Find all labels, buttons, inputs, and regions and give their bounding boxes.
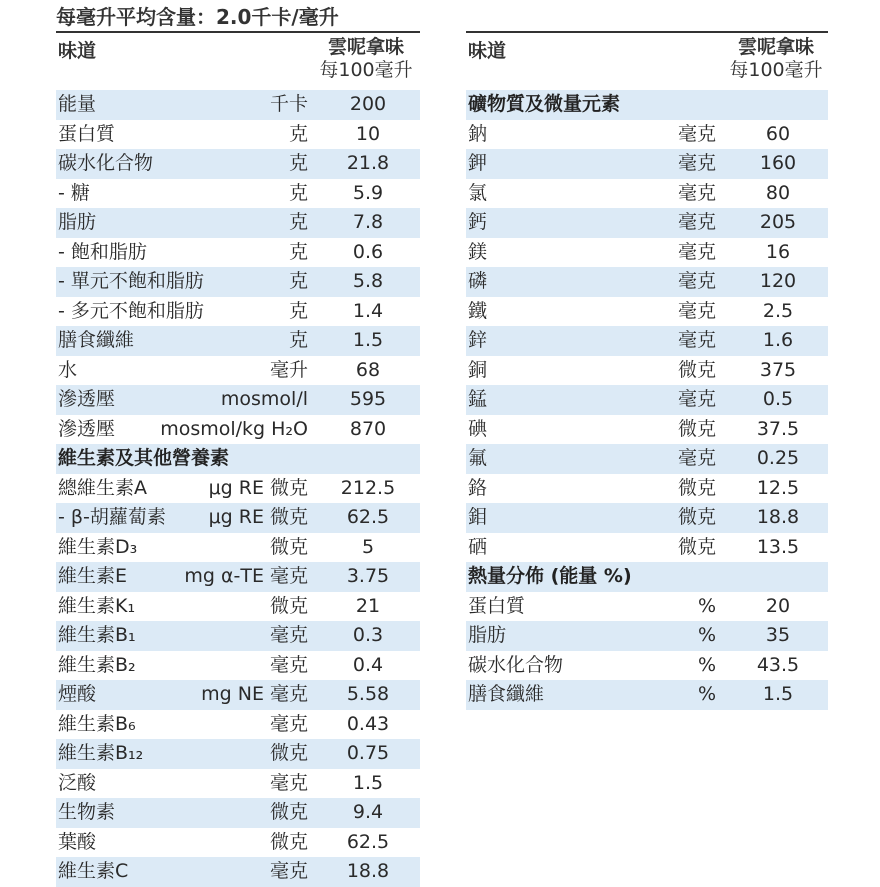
nutrient-name: 磷 — [468, 270, 488, 292]
nutrient-value: 0.75 — [346, 742, 390, 764]
nutrient-value: 595 — [349, 388, 387, 410]
section-title: 礦物質及微量元素 — [468, 93, 621, 115]
nutrient-name: 脂肪 — [468, 624, 507, 646]
table-row — [466, 651, 828, 681]
nutrient-value: 5.58 — [346, 683, 390, 705]
nutrient-unit: 微克 — [269, 742, 308, 764]
table-row — [466, 179, 828, 209]
nutrient-unit: 微克 — [677, 506, 716, 528]
nutrient-unit: 微克 — [269, 535, 308, 558]
left-flavor-name: 雲呢拿味 — [327, 36, 404, 58]
left-header-rule — [56, 31, 420, 33]
section-title: 熱量分佈 (能量 %) — [468, 565, 632, 587]
nutrient-unit: 克 — [288, 181, 308, 204]
nutrient-value: 13.5 — [756, 535, 800, 558]
nutrient-value: 120 — [759, 270, 797, 292]
nutrient-name: 鈉 — [468, 122, 488, 145]
nutrient-value: 1.6 — [762, 329, 794, 351]
nutrient-value: 12.5 — [756, 476, 800, 499]
table-row — [56, 828, 420, 858]
nutrient-name: 維生素D₃ — [58, 535, 138, 558]
nutrient-name: 維生素B₂ — [58, 653, 136, 676]
nutrient-unit: 毫克 — [677, 122, 716, 145]
nutrient-value: 18.8 — [346, 860, 390, 882]
nutrient-unit: μg RE 微克 — [208, 506, 308, 528]
nutrient-unit: 微克 — [677, 358, 716, 381]
table-row — [56, 297, 420, 327]
nutrient-name: 鈣 — [468, 211, 488, 233]
nutrient-value: 9.4 — [352, 801, 384, 823]
nutrient-unit: 毫克 — [677, 447, 716, 469]
nutrient-unit: 微克 — [677, 417, 716, 440]
nutrient-value: 18.8 — [756, 506, 800, 528]
nutrient-name: 生物素 — [58, 801, 116, 823]
table-row — [466, 326, 828, 356]
table-row — [466, 444, 828, 474]
nutrient-unit: 毫克 — [269, 653, 308, 676]
nutrient-value: 0.5 — [762, 388, 794, 410]
nutrient-value: 5.9 — [352, 181, 384, 204]
nutrient-unit: 克 — [288, 240, 308, 263]
nutrient-value: 0.3 — [352, 624, 384, 646]
table-row — [56, 680, 420, 710]
nutrient-name: 維生素B₆ — [58, 712, 136, 735]
table-row — [56, 769, 420, 799]
nutrient-unit: mg α-TE 毫克 — [184, 565, 308, 587]
nutrient-unit: % — [697, 653, 716, 676]
nutrient-value: 10 — [355, 122, 381, 145]
table-row — [56, 120, 420, 150]
table-row — [56, 415, 420, 445]
nutrient-name: 鉀 — [468, 152, 488, 174]
table-row — [466, 297, 828, 327]
section-header-row — [56, 444, 420, 474]
nutrient-name: 鐵 — [468, 299, 488, 322]
table-row — [466, 208, 828, 238]
nutrient-value: 35 — [765, 624, 791, 646]
nutrient-value: 0.6 — [352, 240, 384, 263]
nutrient-unit: 微克 — [677, 476, 716, 499]
nutrient-unit: mg NE 毫克 — [201, 683, 308, 705]
nutrient-unit: 微克 — [269, 594, 308, 617]
section-title: 維生素及其他營養素 — [58, 447, 230, 469]
nutrient-unit: 毫克 — [269, 712, 308, 735]
nutrient-name: 維生素E — [58, 565, 128, 587]
nutrient-value: 60 — [765, 122, 791, 145]
table-row — [466, 503, 828, 533]
nutrient-unit: 毫克 — [269, 860, 308, 882]
table-row — [56, 562, 420, 592]
table-row — [56, 385, 420, 415]
nutrient-unit: 毫克 — [677, 270, 716, 292]
table-row — [466, 533, 828, 563]
nutrient-name: 錳 — [468, 388, 488, 410]
nutrient-unit: 微克 — [269, 830, 308, 853]
nutrient-value: 80 — [765, 181, 791, 204]
table-row — [466, 356, 828, 386]
nutrient-name: 鋅 — [468, 329, 488, 351]
nutrient-unit: % — [697, 594, 716, 617]
table-row — [56, 739, 420, 769]
nutrient-name: 維生素B₁ — [58, 624, 136, 646]
table-row — [56, 651, 420, 681]
table-row — [56, 267, 420, 297]
nutrient-name: 鎂 — [468, 240, 488, 263]
nutrient-unit: % — [697, 683, 716, 705]
nutrient-name: 維生素C — [58, 860, 129, 882]
nutrient-unit: 克 — [288, 299, 308, 322]
nutrient-unit: 毫克 — [677, 181, 716, 204]
nutrient-name: - 單元不飽和脂肪 — [58, 270, 204, 292]
nutrient-name: 膳食纖維 — [58, 329, 135, 351]
nutrient-name: 蛋白質 — [58, 122, 116, 145]
section-header-row — [466, 90, 828, 120]
table-row — [56, 798, 420, 828]
nutrient-name: 膳食纖維 — [468, 683, 545, 705]
right-per-100ml: 每100毫升 — [729, 59, 823, 81]
table-row — [56, 179, 420, 209]
nutrient-value: 43.5 — [756, 653, 800, 676]
table-row — [466, 680, 828, 710]
table-row — [466, 385, 828, 415]
nutrient-name: 蛋白質 — [468, 594, 526, 617]
nutrient-unit: 千卡 — [269, 93, 308, 115]
right-header-rule — [466, 31, 828, 33]
nutrient-value: 160 — [759, 152, 797, 174]
nutrient-name: 硒 — [468, 535, 488, 558]
nutrient-unit: 微克 — [677, 535, 716, 558]
nutrient-value: 16 — [765, 240, 791, 263]
nutrient-value: 21 — [355, 594, 381, 617]
table-row — [56, 208, 420, 238]
nutrient-name: - 飽和脂肪 — [58, 240, 147, 263]
nutrient-value: 1.5 — [762, 683, 794, 705]
table-row — [466, 120, 828, 150]
table-row — [56, 326, 420, 356]
right-column-header — [726, 36, 826, 82]
table-row — [56, 710, 420, 740]
nutrient-value: 62.5 — [346, 506, 390, 528]
nutrient-name: 葉酸 — [58, 830, 97, 853]
table-row — [56, 621, 420, 651]
nutrient-unit: 毫克 — [269, 624, 308, 646]
nutrient-value: 68 — [355, 358, 381, 381]
left-nutrition-table — [56, 90, 420, 887]
nutrient-value: 1.5 — [352, 771, 384, 794]
nutrient-unit: % — [697, 624, 716, 646]
table-row — [466, 267, 828, 297]
table-row — [466, 592, 828, 622]
nutrient-unit: 毫克 — [269, 771, 308, 794]
nutrient-unit: 毫克 — [677, 329, 716, 351]
nutrient-value: 0.43 — [346, 712, 390, 735]
table-row — [56, 238, 420, 268]
nutrient-unit: mosmol/l — [220, 388, 308, 410]
table-row — [56, 533, 420, 563]
page-title: 每毫升平均含量：2.0千卡/毫升 — [56, 5, 339, 29]
nutrient-name: 碘 — [468, 417, 488, 440]
nutrient-unit: 毫克 — [677, 152, 716, 174]
nutrient-value: 212.5 — [340, 476, 396, 499]
nutrient-value: 2.5 — [762, 299, 794, 322]
nutrient-name: 鉻 — [468, 476, 488, 499]
nutrient-unit: 微克 — [269, 801, 308, 823]
table-row — [466, 149, 828, 179]
nutrient-unit: mosmol/kg H₂O — [160, 417, 308, 440]
nutrient-value: 200 — [349, 93, 387, 115]
table-row — [56, 503, 420, 533]
nutrient-unit: 克 — [288, 152, 308, 174]
left-column-header — [318, 36, 414, 82]
nutrient-value: 5 — [361, 535, 375, 558]
nutrient-value: 375 — [759, 358, 797, 381]
nutrient-value: 21.8 — [346, 152, 390, 174]
nutrient-unit: 毫克 — [677, 388, 716, 410]
nutrient-unit: 毫克 — [677, 240, 716, 263]
nutrient-name: - β-胡蘿蔔素 — [58, 506, 166, 528]
table-row — [466, 238, 828, 268]
nutrient-name: 總維生素A — [58, 476, 147, 499]
nutrient-value: 1.5 — [352, 329, 384, 351]
nutrient-name: 能量 — [58, 93, 97, 115]
nutrient-name: - 糖 — [58, 181, 90, 204]
nutrient-value: 20 — [765, 594, 791, 617]
nutrient-name: 脂肪 — [58, 211, 97, 233]
nutrient-value: 62.5 — [346, 830, 390, 853]
nutrient-name: 維生素B₁₂ — [58, 742, 144, 764]
table-row — [466, 621, 828, 651]
nutrient-value: 7.8 — [352, 211, 384, 233]
table-row — [56, 474, 420, 504]
table-row — [466, 474, 828, 504]
nutrient-unit: 毫克 — [677, 211, 716, 233]
table-row — [56, 90, 420, 120]
table-row — [466, 415, 828, 445]
nutrient-name: 氟 — [468, 447, 488, 469]
left-flavor-label: 味道 — [58, 40, 97, 62]
nutrient-unit: 毫升 — [269, 358, 308, 381]
nutrient-name: - 多元不飽和脂肪 — [58, 299, 204, 322]
nutrient-unit: 克 — [288, 329, 308, 351]
nutrient-value: 870 — [349, 417, 387, 440]
nutrient-name: 氯 — [468, 181, 488, 204]
nutrient-unit: μg RE 微克 — [208, 476, 308, 499]
section-header-row — [466, 562, 828, 592]
nutrient-name: 維生素K₁ — [58, 594, 136, 617]
nutrient-unit: 毫克 — [677, 299, 716, 322]
nutrient-name: 水 — [58, 358, 78, 381]
nutrient-value: 5.8 — [352, 270, 384, 292]
table-row — [56, 857, 420, 887]
left-per-100ml: 每100毫升 — [319, 59, 413, 81]
nutrient-unit: 克 — [288, 122, 308, 145]
table-row — [56, 592, 420, 622]
nutrient-value: 3.75 — [346, 565, 390, 587]
table-row — [56, 149, 420, 179]
nutrient-name: 碳水化合物 — [468, 653, 564, 676]
nutrient-unit: 克 — [288, 211, 308, 233]
nutrient-name: 碳水化合物 — [58, 152, 154, 174]
right-flavor-name: 雲呢拿味 — [737, 36, 814, 58]
right-flavor-label: 味道 — [468, 40, 507, 62]
nutrient-name: 煙酸 — [58, 683, 97, 705]
nutrient-value: 37.5 — [756, 417, 800, 440]
nutrient-value: 0.4 — [352, 653, 384, 676]
right-nutrition-table — [466, 90, 828, 710]
nutrient-name: 銅 — [468, 358, 488, 381]
nutrient-name: 鉬 — [468, 506, 488, 528]
table-row — [56, 356, 420, 386]
nutrient-unit: 克 — [288, 270, 308, 292]
nutrient-value: 205 — [759, 211, 797, 233]
nutrient-name: 滲透壓 — [58, 388, 116, 410]
nutrient-name: 泛酸 — [58, 771, 97, 794]
nutrient-value: 0.25 — [756, 447, 800, 469]
nutrient-value: 1.4 — [352, 299, 384, 322]
nutrient-name: 滲透壓 — [58, 417, 116, 440]
